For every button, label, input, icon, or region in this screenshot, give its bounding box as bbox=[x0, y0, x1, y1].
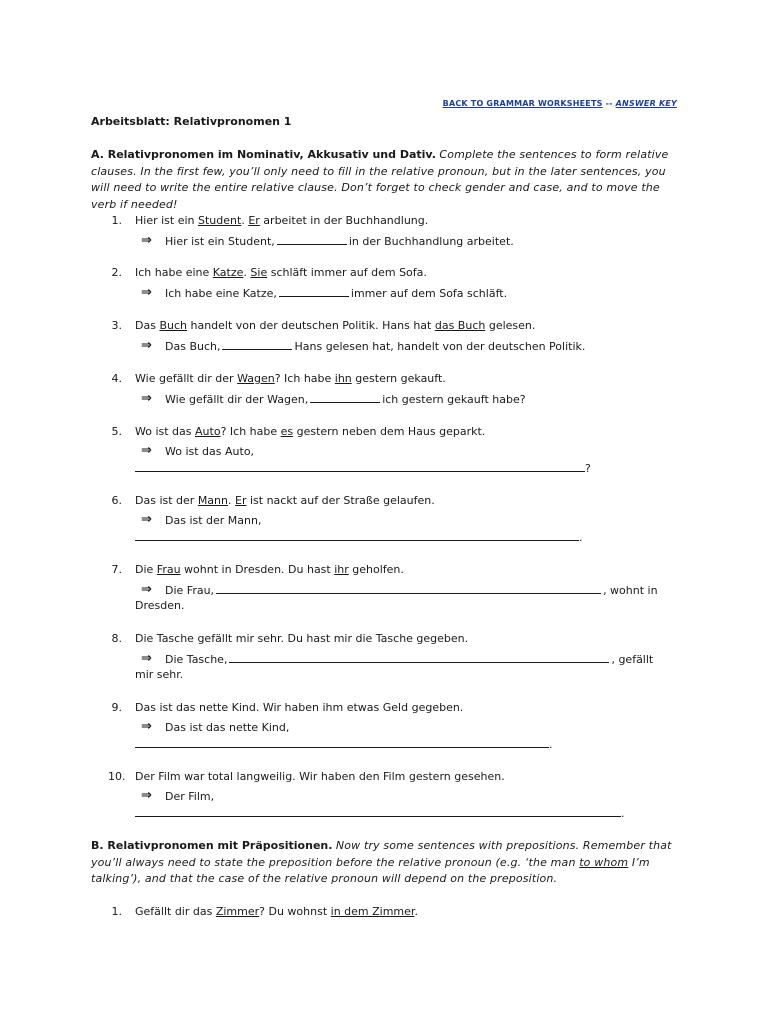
double-arrow-icon: ⇒ bbox=[141, 233, 152, 248]
section-a-heading bbox=[91, 147, 681, 213]
item-number: 8. bbox=[111, 632, 122, 645]
section-a-instructions: Complete the sentences to form relative clauses. In the first few, you’ll only need to fill in the relative pronoun, but in the later sentences, you will need to write the entire relative clause. Don’t forget to check gender and case, and to move the verb if needed! bbox=[91, 148, 669, 211]
prompt-sentence: Die Frau wohnt in Dresden. Du hast ihr geholfen. bbox=[135, 563, 404, 576]
prompt-sentence: Wo ist das Auto? Ich habe es gestern neben dem Haus geparkt. bbox=[135, 425, 486, 438]
answer-blank[interactable] bbox=[310, 392, 380, 403]
prompt-sentence: Das ist der Mann. Er ist nackt auf der Straße gelaufen. bbox=[135, 494, 435, 507]
double-arrow-icon: ⇒ bbox=[141, 582, 152, 597]
double-arrow-icon: ⇒ bbox=[141, 719, 152, 734]
answer-blank[interactable] bbox=[222, 339, 292, 350]
answer-blank[interactable] bbox=[277, 234, 347, 245]
item-number: 1. bbox=[111, 905, 122, 918]
item-number: 1. bbox=[111, 214, 122, 227]
item-number: 10. bbox=[108, 770, 126, 783]
item-number: 9. bbox=[111, 701, 122, 714]
worksheet-title: Arbeitsblatt: Relativpronomen 1 bbox=[91, 115, 292, 128]
answer-line: ⇒ Die Frau, , wohnt in bbox=[141, 582, 658, 597]
prompt-sentence: Die Tasche gefällt mir sehr. Du hast mir die Tasche gegeben. bbox=[135, 632, 469, 645]
answer-key-link[interactable]: ANSWER KEY bbox=[615, 99, 677, 108]
item-number: 4. bbox=[111, 372, 122, 385]
answer-blank[interactable] bbox=[135, 806, 621, 817]
answer-continuation: Dresden. bbox=[135, 599, 185, 612]
answer-line: ⇒ Ich habe eine Katze, immer auf dem Sofa schläft. bbox=[141, 285, 508, 300]
answer-continuation: mir sehr. bbox=[135, 668, 184, 681]
double-arrow-icon: ⇒ bbox=[141, 651, 152, 666]
answer-line: ⇒ Das Buch, Hans gelesen hat, handelt von der deutschen Politik. bbox=[141, 338, 586, 353]
answer-line: ⇒ Wie gefällt dir der Wagen, ich gestern gekauft habe? bbox=[141, 391, 526, 406]
item-number: 2. bbox=[111, 266, 122, 279]
answer-blank[interactable] bbox=[135, 461, 585, 472]
item-number: 5. bbox=[111, 425, 122, 438]
double-arrow-icon: ⇒ bbox=[141, 788, 152, 803]
double-arrow-icon: ⇒ bbox=[141, 285, 152, 300]
answer-line: ⇒ Die Tasche, , gefällt bbox=[141, 651, 654, 666]
item-number: 7. bbox=[111, 563, 122, 576]
item-number: 3. bbox=[111, 319, 122, 332]
double-arrow-icon: ⇒ bbox=[141, 338, 152, 353]
answer-continuation: . bbox=[135, 530, 583, 544]
section-b-heading bbox=[91, 838, 681, 888]
double-arrow-icon: ⇒ bbox=[141, 512, 152, 527]
prompt-sentence: Der Film war total langweilig. Wir haben den Film gestern gesehen. bbox=[135, 770, 505, 783]
answer-continuation: . bbox=[135, 806, 625, 820]
answer-blank[interactable] bbox=[135, 530, 579, 541]
section-b-instructions: Now try some sentences with prepositions. Remember that you’ll always need to state the preposition before the relative pronoun (e.g. ‘the man to whom I’m talking’), and that the case of the relative pronoun will depend on the preposition. bbox=[91, 839, 672, 885]
back-to-worksheets-link[interactable]: BACK TO GRAMMAR WORKSHEETS bbox=[442, 99, 603, 108]
answer-line: ⇒ Wo ist das Auto, bbox=[141, 443, 255, 458]
section-a-label: A. Relativpronomen im Nominativ, Akkusativ und Dativ. bbox=[91, 148, 436, 161]
prompt-sentence: Das Buch handelt von der deutschen Politik. Hans hat das Buch gelesen. bbox=[135, 319, 536, 332]
answer-continuation: ? bbox=[135, 461, 591, 475]
answer-blank[interactable] bbox=[135, 737, 549, 748]
prompt-sentence: Das ist das nette Kind. Wir haben ihm etwas Geld gegeben. bbox=[135, 701, 464, 714]
answer-line: ⇒ Das ist der Mann, bbox=[141, 512, 262, 527]
section-b-label: B. Relativpronomen mit Präpositionen. bbox=[91, 839, 333, 852]
prompt-sentence: Wie gefällt dir der Wagen? Ich habe ihn gestern gekauft. bbox=[135, 372, 446, 385]
answer-line: ⇒ Hier ist ein Student, in der Buchhandlung arbeitet. bbox=[141, 233, 514, 248]
answer-line: ⇒ Der Film, bbox=[141, 788, 215, 803]
answer-line: ⇒ Das ist das nette Kind, bbox=[141, 719, 290, 734]
item-number: 6. bbox=[111, 494, 122, 507]
link-separator: -- bbox=[605, 99, 613, 108]
header-links bbox=[443, 99, 677, 108]
prompt-sentence: Ich habe eine Katze. Sie schläft immer auf dem Sofa. bbox=[135, 266, 427, 279]
double-arrow-icon: ⇒ bbox=[141, 391, 152, 406]
answer-continuation: . bbox=[135, 737, 553, 751]
answer-blank[interactable] bbox=[229, 652, 609, 663]
prompt-sentence: Gefällt dir das Zimmer? Du wohnst in dem Zimmer. bbox=[135, 905, 418, 918]
answer-blank[interactable] bbox=[216, 583, 601, 594]
answer-blank[interactable] bbox=[279, 286, 349, 297]
prompt-sentence: Hier ist ein Student. Er arbeitet in der Buchhandlung. bbox=[135, 214, 429, 227]
double-arrow-icon: ⇒ bbox=[141, 443, 152, 458]
